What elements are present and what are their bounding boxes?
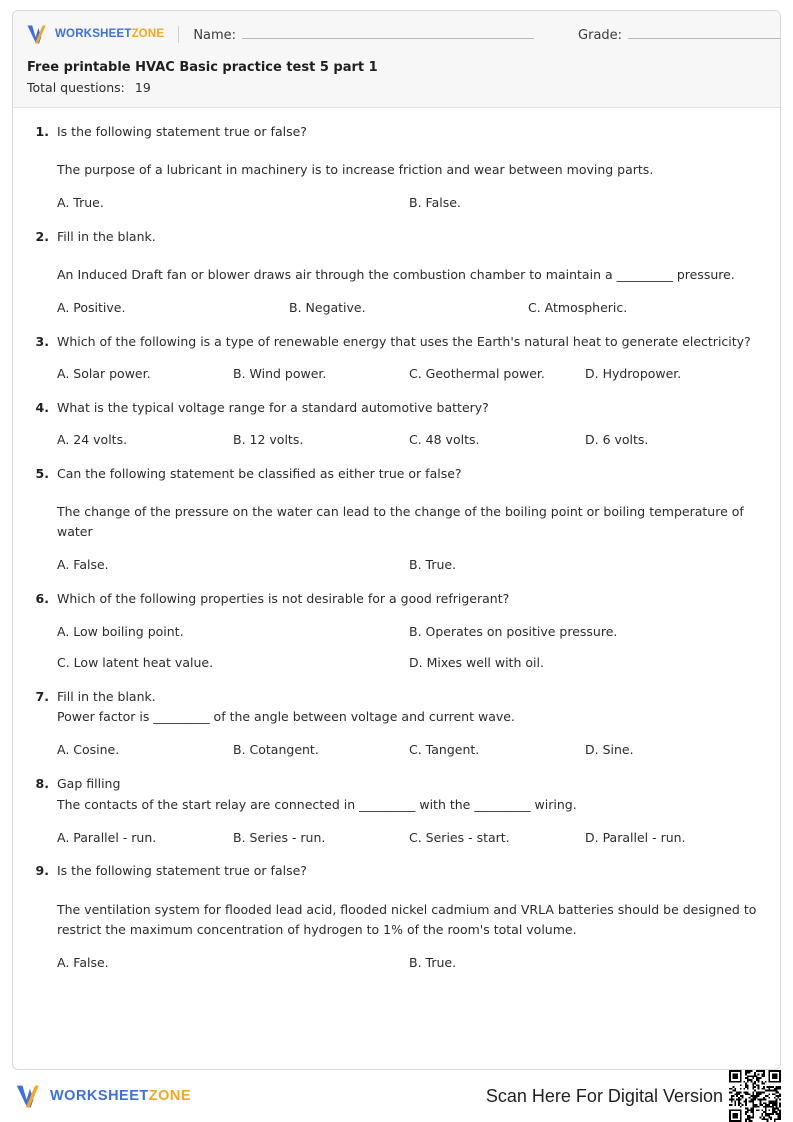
qr-code-icon[interactable]	[729, 1070, 781, 1122]
brand-name-part2: ZONE	[131, 28, 165, 40]
answer-option[interactable]: B. True.	[409, 954, 457, 970]
brand-name-part1: WORKSHEET	[55, 28, 132, 40]
questions-list	[13, 108, 780, 1069]
answer-options	[57, 365, 766, 384]
page-footer	[12, 1070, 781, 1122]
answer-option[interactable]: B. Series - run.	[233, 829, 326, 845]
worksheet-sheet	[12, 10, 781, 1070]
answer-options	[57, 623, 766, 674]
question-item	[27, 227, 766, 318]
answer-option[interactable]: A. Low boiling point.	[57, 623, 184, 639]
question-body	[49, 774, 766, 847]
question-body	[49, 398, 766, 450]
answer-options	[57, 299, 766, 318]
question-item	[27, 464, 766, 575]
question-body	[49, 861, 766, 972]
question-number: 7.	[35, 689, 49, 705]
question-body	[49, 589, 766, 673]
answer-option[interactable]: A. Positive.	[57, 300, 126, 316]
answer-option[interactable]: A. Parallel - run.	[57, 829, 157, 845]
question-item	[27, 122, 766, 213]
answer-option[interactable]: A. True.	[57, 194, 104, 210]
answer-option[interactable]: A. False.	[57, 557, 109, 573]
answer-option[interactable]: C. 48 volts.	[409, 432, 480, 448]
question-prompt: What is the typical voltage range for a standard automotive battery?	[57, 399, 489, 415]
answer-option[interactable]: D. 6 volts.	[585, 432, 649, 448]
answer-option[interactable]: B. Negative.	[289, 300, 366, 316]
grade-input-line[interactable]	[628, 25, 781, 39]
question-statement: The contacts of the start relay are connected in _________ with the _________ wiring.	[57, 796, 577, 812]
question-item	[27, 332, 766, 384]
question-number: 5.	[35, 466, 49, 482]
question-body	[49, 464, 766, 575]
answer-options	[57, 954, 766, 973]
brand-logo-text	[55, 28, 164, 40]
question-statement: The ventilation system for flooded lead acid, flooded nickel cadmium and VRLA batteries should be designed to restrict the maximum concentration of hydrogen to 1% of the room's total volume.	[57, 901, 757, 937]
question-prompt: Fill in the blank.	[57, 228, 156, 244]
answer-option[interactable]: D. Mixes well with oil.	[409, 655, 544, 671]
question-item	[27, 861, 766, 972]
answer-options	[57, 194, 766, 213]
question-body	[49, 227, 766, 318]
question-number: 4.	[35, 399, 49, 415]
answer-option[interactable]: B. 12 volts.	[233, 432, 304, 448]
answer-option[interactable]: B. Operates on positive pressure.	[409, 623, 618, 639]
header-divider	[178, 26, 179, 43]
answer-option[interactable]: B. False.	[409, 194, 461, 210]
answer-option[interactable]: A. Solar power.	[57, 366, 151, 382]
answer-options	[57, 741, 766, 760]
question-number: 2.	[35, 228, 49, 244]
question-number: 3.	[35, 333, 49, 349]
question-prompt: Fill in the blank.	[57, 689, 156, 705]
answer-option[interactable]: C. Series - start.	[409, 829, 510, 845]
answer-option[interactable]: A. False.	[57, 954, 109, 970]
answer-option[interactable]: B. Wind power.	[233, 366, 327, 382]
name-label: Name:	[193, 28, 237, 43]
question-statement: Power factor is _________ of the angle between voltage and current wave.	[57, 709, 515, 725]
question-prompt: Can the following statement be classified as either true or false?	[57, 466, 462, 482]
brand-logo-header	[27, 25, 164, 44]
total-questions-value: 19	[134, 79, 151, 95]
question-prompt: Which of the following properties is not desirable for a good refrigerant?	[57, 591, 510, 607]
worksheet-zone-logo-icon	[27, 25, 49, 44]
brand-logo-text	[50, 1088, 191, 1104]
answer-options	[57, 431, 766, 450]
question-prompt: Which of the following is a type of renewable energy that uses the Earth's natural heat to generate electricity?	[57, 333, 751, 349]
answer-option[interactable]: D. Parallel - run.	[585, 829, 686, 845]
question-body	[49, 122, 766, 213]
name-field[interactable]	[193, 25, 534, 43]
answer-option[interactable]: A. Cosine.	[57, 742, 120, 758]
page-title: Free printable HVAC Basic practice test 5 part 1	[27, 60, 378, 75]
question-number: 6.	[35, 591, 49, 607]
question-prompt: Gap filling	[57, 776, 121, 792]
header-identity-row	[27, 23, 766, 45]
brand-name-part2: ZONE	[148, 1088, 192, 1104]
answer-option[interactable]: C. Low latent heat value.	[57, 655, 214, 671]
answer-option[interactable]: D. Hydropower.	[585, 366, 682, 382]
answer-options	[57, 556, 766, 575]
name-input-line[interactable]	[242, 25, 534, 39]
question-statement: An Induced Draft fan or blower draws air through the combustion chamber to maintain a _________ pressure.	[57, 267, 735, 283]
brand-logo-footer	[16, 1085, 191, 1108]
question-item	[27, 589, 766, 673]
answer-option[interactable]: B. Cotangent.	[233, 742, 319, 758]
answer-options	[57, 829, 766, 848]
brand-name-part1: WORKSHEET	[50, 1088, 149, 1104]
question-number: 9.	[35, 863, 49, 879]
sheet-header	[13, 11, 780, 108]
question-statement: The change of the pressure on the water can lead to the change of the boiling point or boiling temperature of water	[57, 504, 744, 540]
answer-option[interactable]: C. Tangent.	[409, 742, 480, 758]
question-item	[27, 398, 766, 450]
total-questions-row	[27, 80, 766, 95]
worksheet-zone-logo-icon	[16, 1085, 43, 1108]
grade-label: Grade:	[578, 28, 623, 43]
footer-scan-group	[486, 1070, 781, 1122]
question-number: 8.	[35, 776, 49, 792]
answer-option[interactable]: C. Geothermal power.	[409, 366, 545, 382]
question-statement: The purpose of a lubricant in machinery is to increase friction and wear between moving parts.	[57, 161, 654, 177]
scan-here-text: Scan Here For Digital Version	[485, 1085, 723, 1106]
question-body	[49, 332, 766, 384]
grade-field[interactable]	[578, 25, 781, 43]
title-block	[27, 59, 766, 95]
question-prompt: Is the following statement true or false?	[57, 863, 307, 879]
total-questions-label: Total questions:	[27, 79, 125, 95]
question-item	[27, 687, 766, 760]
answer-option[interactable]: C. Atmospheric.	[528, 300, 628, 316]
question-number: 1.	[35, 123, 49, 139]
question-prompt: Is the following statement true or false?	[57, 123, 307, 139]
answer-option[interactable]: B. True.	[409, 557, 457, 573]
answer-option[interactable]: A. 24 volts.	[57, 432, 128, 448]
question-body	[49, 687, 766, 760]
answer-option[interactable]: D. Sine.	[585, 742, 634, 758]
question-item	[27, 774, 766, 847]
